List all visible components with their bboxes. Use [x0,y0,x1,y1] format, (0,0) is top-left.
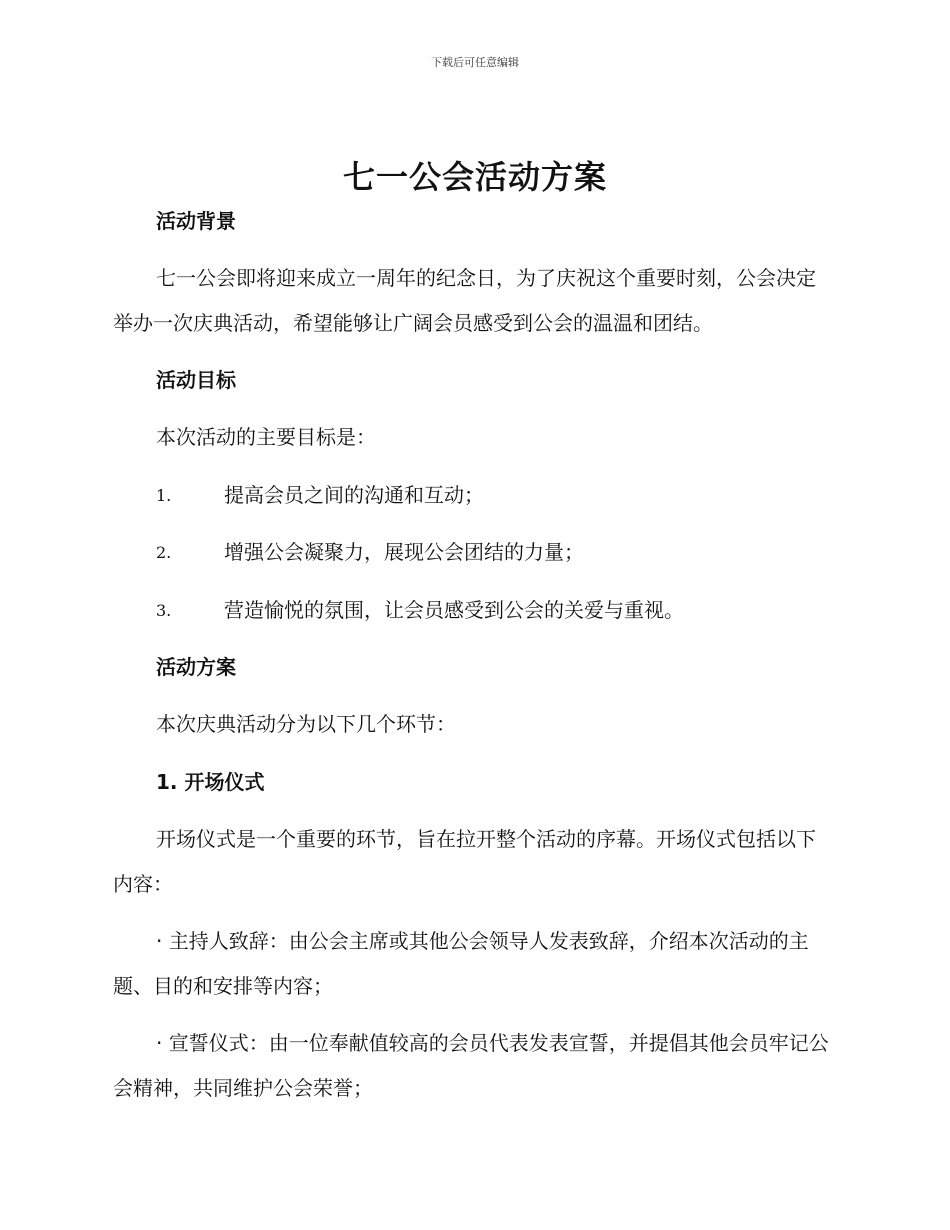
list-item: 增强公会凝聚力，展现公会团结的力量； [224,540,584,564]
list-item-number: 3. [156,601,172,620]
opening-paragraph: 开场仪式是一个重要的环节，旨在拉开整个活动的序幕。开场仪式包括以下内容： [113,827,816,896]
bullet-oath-ceremony: · 宣誓仪式：由一位奉献值较高的会员代表发表宣誓，并提倡其他会员牢记公会精神，共同维护公会荣誉； [113,1031,829,1100]
section-heading-background: 活动背景 [156,209,236,233]
background-paragraph: 七一公会即将迎来成立一周年的纪念日，为了庆祝这个重要时刻，公会决定举办一次庆典活动，希望能够让广阔会员感受到公会的温温和团结。 [113,266,816,335]
section-heading-goals: 活动目标 [156,368,236,392]
section-heading-plan: 活动方案 [156,655,236,679]
document-title: 七一公会活动方案 [342,158,607,196]
header-note: 下载后可任意编辑 [431,56,519,69]
list-item-number: 1. [156,486,172,505]
list-item: 提高会员之间的沟通和互动； [224,483,484,507]
list-item-number: 2. [156,543,172,562]
goals-intro: 本次活动的主要目标是： [156,425,376,449]
plan-intro: 本次庆典活动分为以下几个环节： [156,712,456,736]
bullet-host-speech: · 主持人致辞：由公会主席或其他公会领导人发表致辞，介绍本次活动的主题、目的和安排等内容； [113,929,809,998]
list-item: 营造愉悦的氛围，让会员感受到公会的关爱与重视。 [224,598,684,622]
subsection-heading-opening: 1. 开场仪式 [156,770,265,794]
